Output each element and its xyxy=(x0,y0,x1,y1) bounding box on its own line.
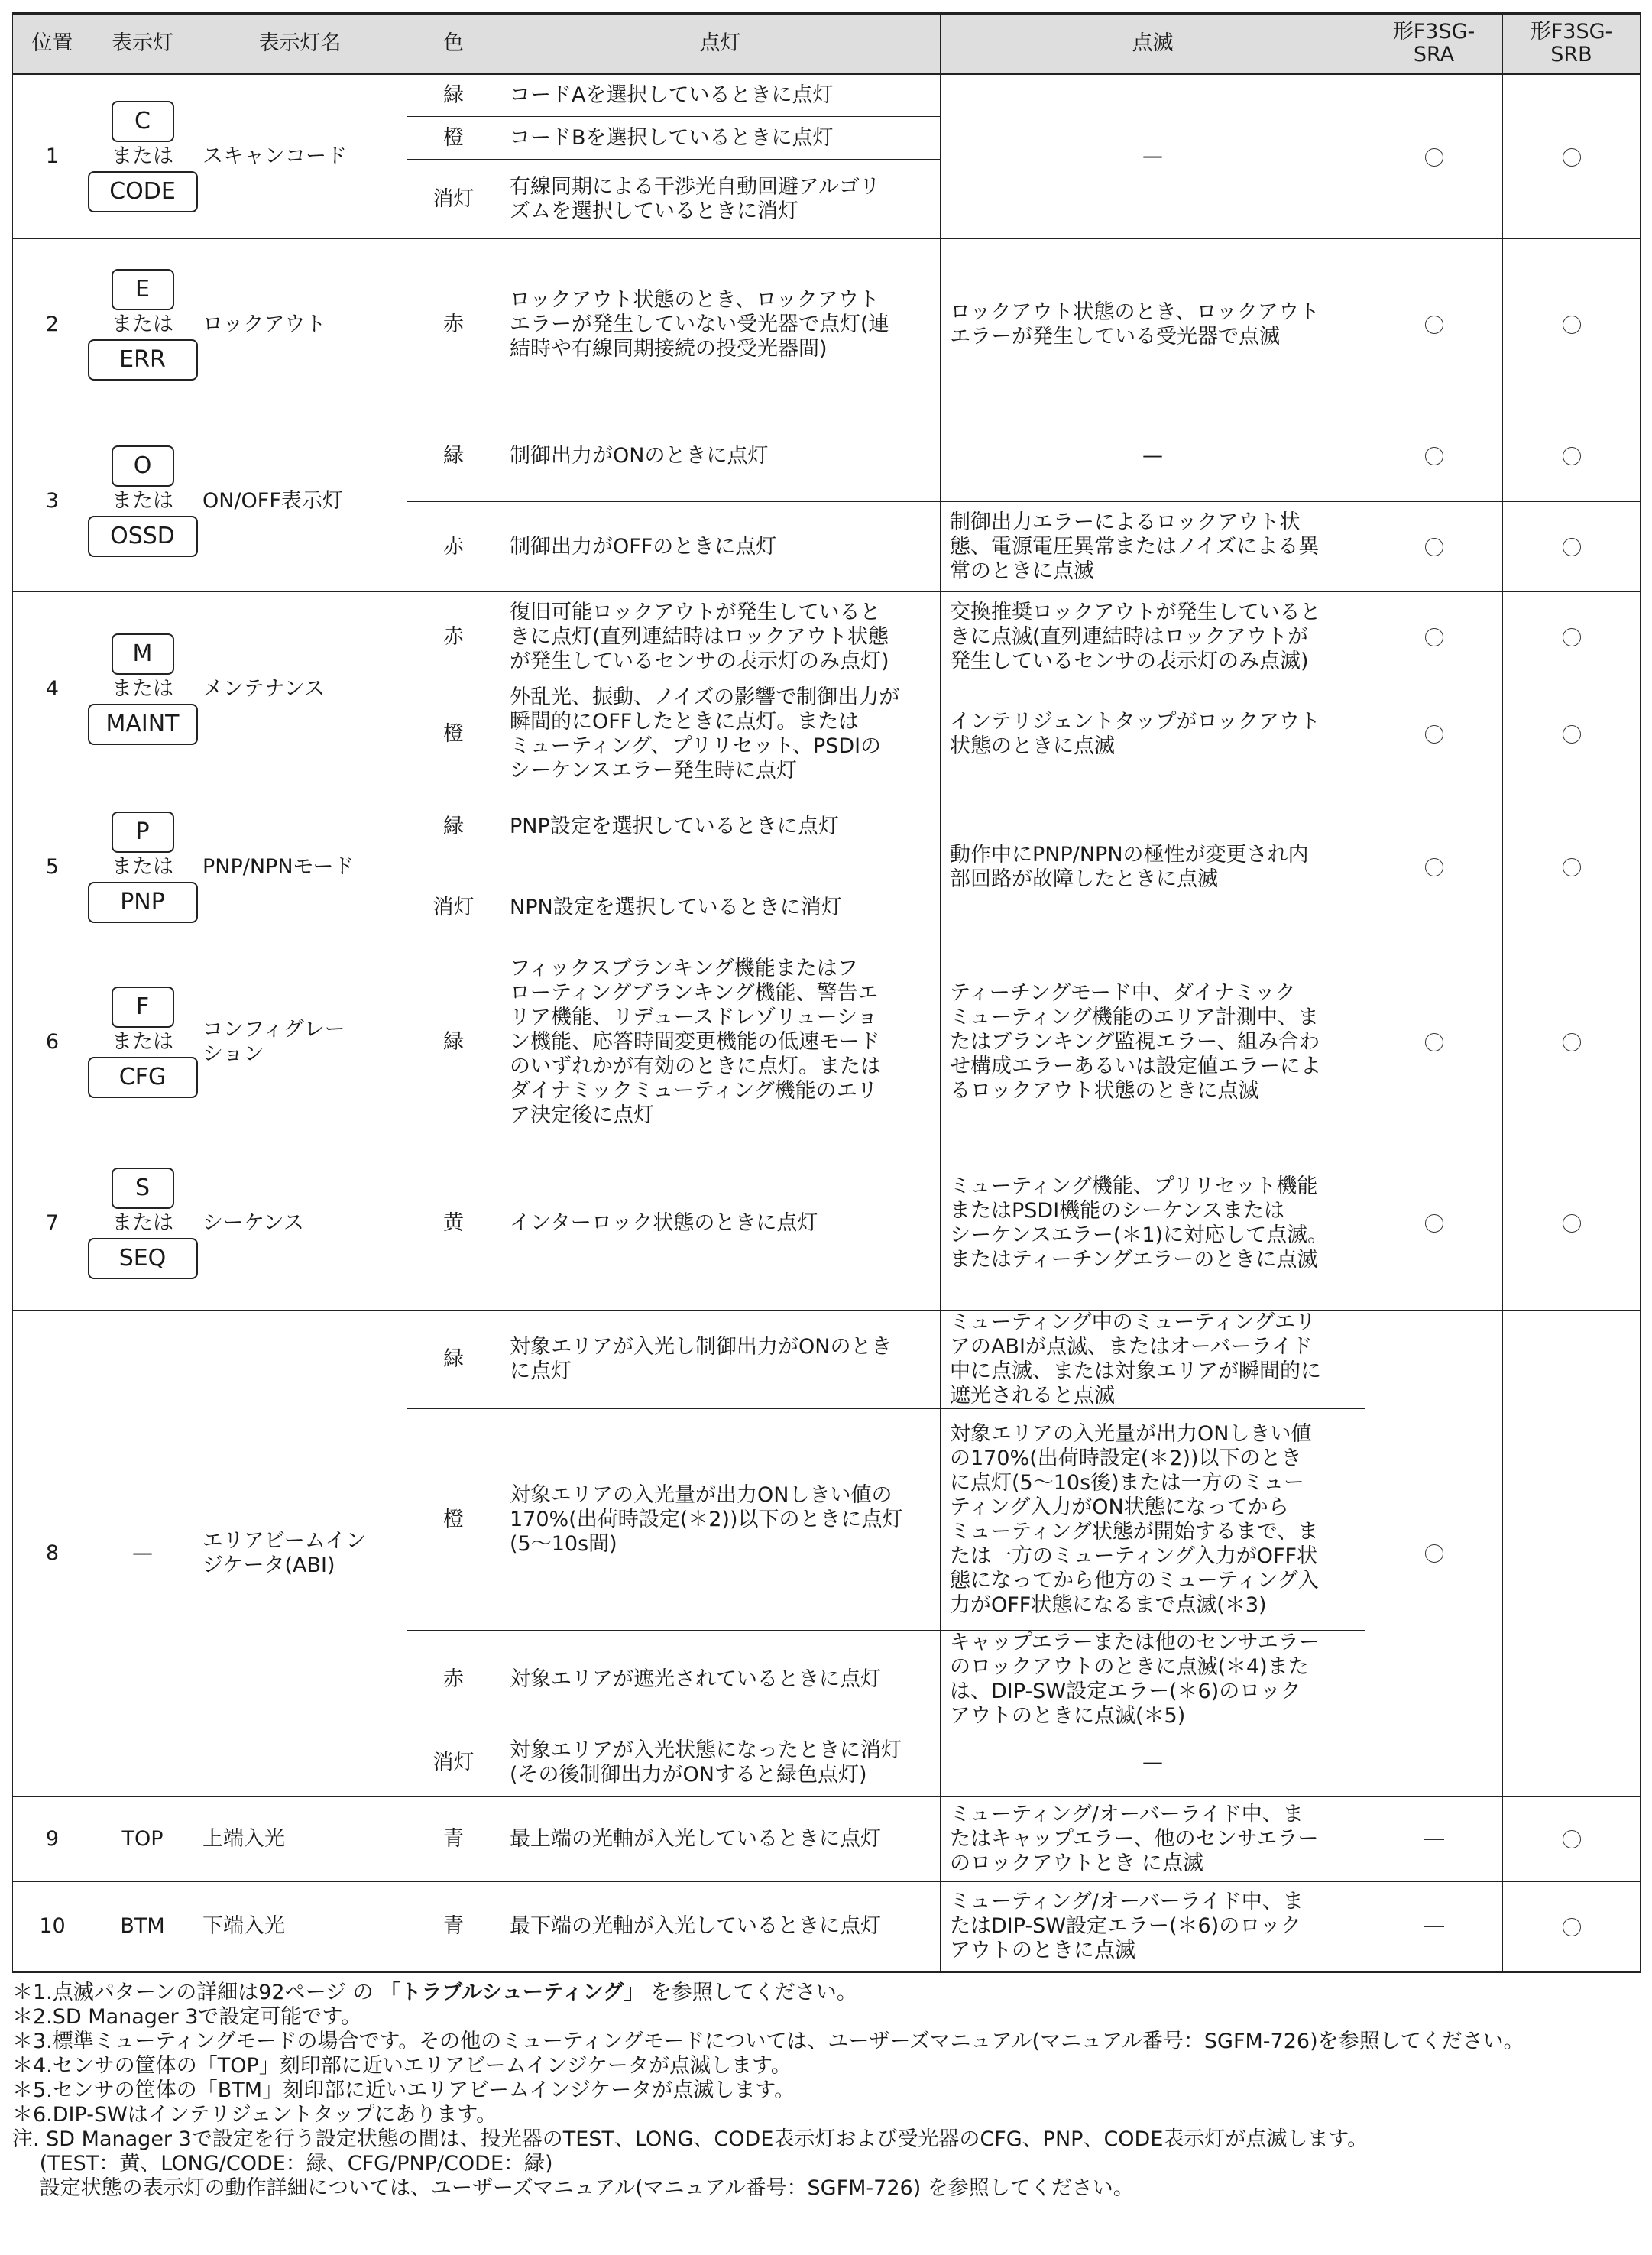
indicator-short-label: E xyxy=(112,269,174,310)
blink-description-cell: ミューティング中のミューティングエリ アのABIが点滅、またはオーバーライド 中に点滅、または対象エリアが瞬間的に 遮光されると点滅 xyxy=(941,1311,1365,1409)
indicator-short-label: P xyxy=(112,812,174,853)
color-cell: 赤 xyxy=(407,592,500,682)
blink-description-cell: 制御出力エラーによるロックアウト状 態、電源電圧異常またはノイズによる異 常のときに点滅 xyxy=(941,502,1365,592)
indicator-label-group xyxy=(102,626,183,753)
color-cell: 緑 xyxy=(407,410,500,502)
color-cell: 青 xyxy=(407,1797,500,1882)
model-srb-cell xyxy=(1503,502,1641,592)
header-model-srb: 形F3SG- SRB xyxy=(1503,14,1641,74)
color-cell: 消灯 xyxy=(407,867,500,948)
footnote-4: ＊4.センサの筐体の「TOP」刻印部に近いエリアビームインジケータが点滅します。 xyxy=(12,2054,792,2078)
circle-mark xyxy=(1425,1033,1443,1051)
on-description-cell: 対象エリアの入光量が出力ONしきい値の 170%(出荷時設定(＊2))以下のときに点灯 (5～10s間) xyxy=(500,1409,941,1631)
header-on: 点灯 xyxy=(500,14,941,74)
on-description-cell: 制御出力がONのときに点灯 xyxy=(500,410,941,502)
indicator-short-label: C xyxy=(112,101,174,142)
or-text: または xyxy=(112,1210,173,1235)
color-cell: 消灯 xyxy=(407,1729,500,1797)
blink-description-cell: インテリジェントタップがロックアウト 状態のときに点滅 xyxy=(941,682,1365,786)
or-text: または xyxy=(112,144,173,168)
position-cell: 5 xyxy=(13,786,92,948)
model-sra-cell xyxy=(1365,592,1503,682)
circle-mark xyxy=(1425,148,1443,167)
model-sra-cell xyxy=(1365,948,1503,1136)
indicator-name-cell: エリアビームイン ジケータ(ABI) xyxy=(193,1311,407,1797)
indicator-short-label: F xyxy=(112,987,174,1028)
indicator-table xyxy=(12,12,1641,1973)
model-srb-cell xyxy=(1503,1797,1641,1882)
position-cell: 9 xyxy=(13,1797,92,1882)
indicator-name-cell: コンフィグレー ション xyxy=(193,948,407,1136)
color-cell: 赤 xyxy=(407,502,500,592)
indicator-long-label: PNP xyxy=(88,882,198,923)
color-cell: 赤 xyxy=(407,239,500,410)
indicator-label-group xyxy=(102,93,183,220)
blink-description-cell: ティーチングモード中、ダイナミック ミューティング機能のエリア計測中、ま たはブランキング監視エラー、組み合わ せ構成エラーあるいは設定値エラーによ るロックアウト状態のときに点滅 xyxy=(941,948,1365,1136)
indicator-label-group xyxy=(102,979,183,1106)
model-sra-cell xyxy=(1365,74,1503,239)
blink-description-cell: 対象エリアの入光量が出力ONしきい値 の170%(出荷時設定(＊2))以下のとき に点灯(5～10s後)または一方のミュー ティング入力がON状態になってから ミューティング状態が開始するまで、ま たは一方のミューティング入力がOFF状 態になってから他方のミューティング入 力がOFF状態になるまで点滅(＊3) xyxy=(941,1409,1365,1631)
model-srb-cell xyxy=(1503,682,1641,786)
table-row xyxy=(13,1311,1641,1409)
position-cell: 10 xyxy=(13,1882,92,1972)
model-sra-cell xyxy=(1365,239,1503,410)
or-text: または xyxy=(112,488,173,513)
indicator-long-label: SEQ xyxy=(88,1238,198,1279)
footnote-1-link-text: 「トラブルシューティング」 xyxy=(380,1981,645,2004)
on-description-cell: 外乱光、振動、ノイズの影響で制御出力が 瞬間的にOFFしたときに点灯。または ミューティング、プリリセット、PSDIの シーケンスエラー発生時に点灯 xyxy=(500,682,941,786)
position-cell: 7 xyxy=(13,1136,92,1311)
table-row xyxy=(13,948,1641,1136)
note-a: 注. SD Manager 3で設定を行う設定状態の間は、投光器のTEST、LONG、CODE表示灯および受光器のCFG、PNP、CODE表示灯が点滅します。 xyxy=(12,2127,1369,2151)
blink-description-cell: キャップエラーまたは他のセンサエラー のロックアウトのときに点滅(＊4)また は、DIP-SW設定エラー(＊6)のロック アウトのときに点滅(＊5) xyxy=(941,1631,1365,1729)
indicator-cell: BTM xyxy=(92,1882,193,1972)
blink-description-cell: 動作中にPNP/NPNの極性が変更され内 部回路が故障したときに点滅 xyxy=(941,786,1365,948)
circle-mark xyxy=(1425,316,1443,334)
circle-mark xyxy=(1425,1214,1443,1233)
circle-mark xyxy=(1563,725,1581,744)
circle-mark xyxy=(1425,1544,1443,1563)
on-description-cell: コードAを選択しているときに点灯 xyxy=(500,74,941,117)
model-sra-cell xyxy=(1365,502,1503,592)
indicator-name-cell: スキャンコード xyxy=(193,74,407,239)
table-row xyxy=(13,410,1641,502)
model-sra-cell xyxy=(1365,1882,1503,1972)
circle-mark xyxy=(1563,1918,1581,1936)
indicator-long-label: CODE xyxy=(88,171,198,212)
blink-description-cell: ミューティング/オーバーライド中、ま たはDIP-SW設定エラー(＊6)のロック アウトのときに点滅 xyxy=(941,1882,1365,1972)
model-sra-cell xyxy=(1365,786,1503,948)
color-cell: 青 xyxy=(407,1882,500,1972)
blink-description-cell: — xyxy=(941,74,1365,239)
color-cell: 橙 xyxy=(407,682,500,786)
on-description-cell: インターロック状態のときに点灯 xyxy=(500,1136,941,1311)
indicator-name-cell: シーケンス xyxy=(193,1136,407,1311)
table-row xyxy=(13,786,1641,867)
model-sra-cell xyxy=(1365,1136,1503,1311)
blink-description-cell: — xyxy=(941,1729,1365,1797)
on-description-cell: PNP設定を選択しているときに点灯 xyxy=(500,786,941,867)
indicator-short-label: M xyxy=(112,633,174,675)
indicator-cell xyxy=(92,1136,193,1311)
position-cell: 8 xyxy=(13,1311,92,1797)
indicator-cell xyxy=(92,948,193,1136)
color-cell: 消灯 xyxy=(407,160,500,239)
on-description-cell: 対象エリアが入光し制御出力がONのとき に点灯 xyxy=(500,1311,941,1409)
circle-mark xyxy=(1425,538,1443,556)
header-model-sra: 形F3SG- SRA xyxy=(1365,14,1503,74)
model-srb-cell xyxy=(1503,786,1641,948)
blink-description-cell: 交換推奨ロックアウトが発生していると きに点滅(直列連結時はロックアウトが 発生しているセンサの表示灯のみ点滅) xyxy=(941,592,1365,682)
circle-mark xyxy=(1563,538,1581,556)
color-cell: 緑 xyxy=(407,786,500,867)
table-body xyxy=(13,74,1641,1972)
footnotes xyxy=(12,1981,1640,2201)
model-srb-cell xyxy=(1503,74,1641,239)
position-cell: 4 xyxy=(13,592,92,786)
on-description-cell: ロックアウト状態のとき、ロックアウト エラーが発生していない受光器で点灯(連 結時や有線同期接続の投受光器間) xyxy=(500,239,941,410)
model-srb-cell xyxy=(1503,948,1641,1136)
indicator-cell: — xyxy=(92,1311,193,1797)
model-sra-cell xyxy=(1365,1797,1503,1882)
header-indicator-name: 表示灯名 xyxy=(193,14,407,74)
indicator-cell xyxy=(92,786,193,948)
indicator-long-label: MAINT xyxy=(88,704,198,745)
position-cell: 6 xyxy=(13,948,92,1136)
footnote-2: ＊2.SD Manager 3で設定可能です。 xyxy=(12,2005,362,2029)
circle-mark xyxy=(1563,447,1581,465)
on-description-cell: 最上端の光軸が入光しているときに点灯 xyxy=(500,1797,941,1882)
footnote-1-tail: を参照してください。 xyxy=(644,1981,857,2004)
circle-mark xyxy=(1425,725,1443,744)
indicator-long-label: OSSD xyxy=(88,516,198,557)
indicator-label-group xyxy=(102,804,183,931)
blink-description-cell: ミューティング機能、プリリセット機能 またはPSDI機能のシーケンスまたは シーケンスエラー(＊1)に対応して点滅。 またはティーチングエラーのときに点滅 xyxy=(941,1136,1365,1311)
footnote-1-text: ＊1.点滅パターンの詳細は92ページ の xyxy=(12,1981,381,2004)
table-row xyxy=(13,1797,1641,1882)
table-row xyxy=(13,1136,1641,1311)
table-row xyxy=(13,592,1641,682)
on-description-cell: 対象エリアが遮光されているときに点灯 xyxy=(500,1631,941,1729)
blink-description-cell: ミューティング/オーバーライド中、ま たはキャップエラー、他のセンサエラー のロックアウトとき に点滅 xyxy=(941,1797,1365,1882)
circle-mark xyxy=(1425,858,1443,876)
on-description-cell: コードBを選択しているときに点灯 xyxy=(500,117,941,160)
indicator-long-label: ERR xyxy=(88,339,198,381)
indicator-spec-sheet xyxy=(12,12,1640,2201)
indicator-name-cell: ロックアウト xyxy=(193,239,407,410)
indicator-name-cell: PNP/NPNモード xyxy=(193,786,407,948)
circle-mark xyxy=(1563,1033,1581,1051)
or-text: または xyxy=(112,1029,173,1054)
indicator-name-cell: 上端入光 xyxy=(193,1797,407,1882)
footnote-3: ＊3.標準ミューティングモードの場合です。その他のミューティングモードについては、ユーザーズマニュアル(マニュアル番号：SGFM-726)を参照してください。 xyxy=(12,2030,1524,2053)
or-text: または xyxy=(112,312,173,336)
circle-mark xyxy=(1563,858,1581,876)
model-srb-cell xyxy=(1503,592,1641,682)
indicator-short-label: O xyxy=(112,445,174,487)
color-cell: 橙 xyxy=(407,117,500,160)
on-description-cell: NPN設定を選択しているときに消灯 xyxy=(500,867,941,948)
header-indicator: 表示灯 xyxy=(92,14,193,74)
indicator-label-group xyxy=(102,261,183,388)
position-cell: 2 xyxy=(13,239,92,410)
header-position: 位置 xyxy=(13,14,92,74)
model-srb-cell xyxy=(1503,1311,1641,1797)
color-cell: 緑 xyxy=(407,948,500,1136)
header-blink: 点滅 xyxy=(941,14,1365,74)
model-srb-cell xyxy=(1503,1882,1641,1972)
position-cell: 1 xyxy=(13,74,92,239)
model-sra-cell xyxy=(1365,410,1503,502)
or-text: または xyxy=(112,854,173,879)
note-b: (TEST：黄、LONG/CODE：緑、CFG/PNP/CODE：緑) xyxy=(12,2152,553,2176)
indicator-cell xyxy=(92,239,193,410)
circle-mark xyxy=(1563,628,1581,646)
footnote-5: ＊5.センサの筐体の「BTM」刻印部に近いエリアビームインジケータが点滅します。 xyxy=(12,2078,795,2102)
indicator-cell: TOP xyxy=(92,1797,193,1882)
on-description-cell: 対象エリアが入光状態になったときに消灯 (その後制御出力がONすると緑色点灯) xyxy=(500,1729,941,1797)
color-cell: 橙 xyxy=(407,1409,500,1631)
blink-description-cell: ロックアウト状態のとき、ロックアウト エラーが発生している受光器で点滅 xyxy=(941,239,1365,410)
position-cell: 3 xyxy=(13,410,92,592)
model-srb-cell xyxy=(1503,1136,1641,1311)
on-description-cell: 最下端の光軸が入光しているときに点灯 xyxy=(500,1882,941,1972)
table-row xyxy=(13,74,1641,117)
model-srb-cell xyxy=(1503,410,1641,502)
indicator-name-cell: 下端入光 xyxy=(193,1882,407,1972)
or-text: または xyxy=(112,676,173,701)
indicator-label-group xyxy=(102,438,183,565)
circle-mark xyxy=(1425,628,1443,646)
circle-mark xyxy=(1563,148,1581,167)
indicator-label-group xyxy=(102,1160,183,1287)
model-sra-cell xyxy=(1365,1311,1503,1797)
circle-mark xyxy=(1563,1830,1581,1848)
color-cell: 黄 xyxy=(407,1136,500,1311)
indicator-cell xyxy=(92,592,193,786)
model-sra-cell xyxy=(1365,682,1503,786)
indicator-cell xyxy=(92,74,193,239)
table-row xyxy=(13,1882,1641,1972)
table-row xyxy=(13,239,1641,410)
color-cell: 緑 xyxy=(407,1311,500,1409)
header-color: 色 xyxy=(407,14,500,74)
on-description-cell: 制御出力がOFFのときに点灯 xyxy=(500,502,941,592)
circle-mark xyxy=(1425,447,1443,465)
color-cell: 赤 xyxy=(407,1631,500,1729)
indicator-long-label: CFG xyxy=(88,1057,198,1098)
indicator-cell xyxy=(92,410,193,592)
indicator-name-cell: メンテナンス xyxy=(193,592,407,786)
on-description-cell: フィックスブランキング機能またはフ ローティングブランキング機能、警告エ リア機能、リデュースドレゾリューショ ン機能、応答時間変更機能の低速モード のいずれかが有効のときに点灯。または ダイナミックミューティング機能のエリ ア決定後に点灯 xyxy=(500,948,941,1136)
model-srb-cell xyxy=(1503,239,1641,410)
note-c: 設定状態の表示灯の動作詳細については、ユーザーズマニュアル(マニュアル番号：SGFM-726) を参照してください。 xyxy=(12,2176,1134,2200)
color-cell: 緑 xyxy=(407,74,500,117)
dash-mark xyxy=(1424,1926,1444,1927)
footnote-6: ＊6.DIP-SWはインテリジェントタップにあります。 xyxy=(12,2103,497,2127)
on-description-cell: 有線同期による干渉光自動回避アルゴリ ズムを選択しているときに消灯 xyxy=(500,160,941,239)
circle-mark xyxy=(1563,316,1581,334)
blink-description-cell: — xyxy=(941,410,1365,502)
table-header xyxy=(13,14,1641,74)
indicator-short-label: S xyxy=(112,1168,174,1209)
dash-mark xyxy=(1424,1839,1444,1840)
circle-mark xyxy=(1563,1214,1581,1233)
indicator-name-cell: ON/OFF表示灯 xyxy=(193,410,407,592)
on-description-cell: 復旧可能ロックアウトが発生していると きに点灯(直列連結時はロックアウト状態 が発生しているセンサの表示灯のみ点灯) xyxy=(500,592,941,682)
footnote-1 xyxy=(12,1981,1640,2005)
